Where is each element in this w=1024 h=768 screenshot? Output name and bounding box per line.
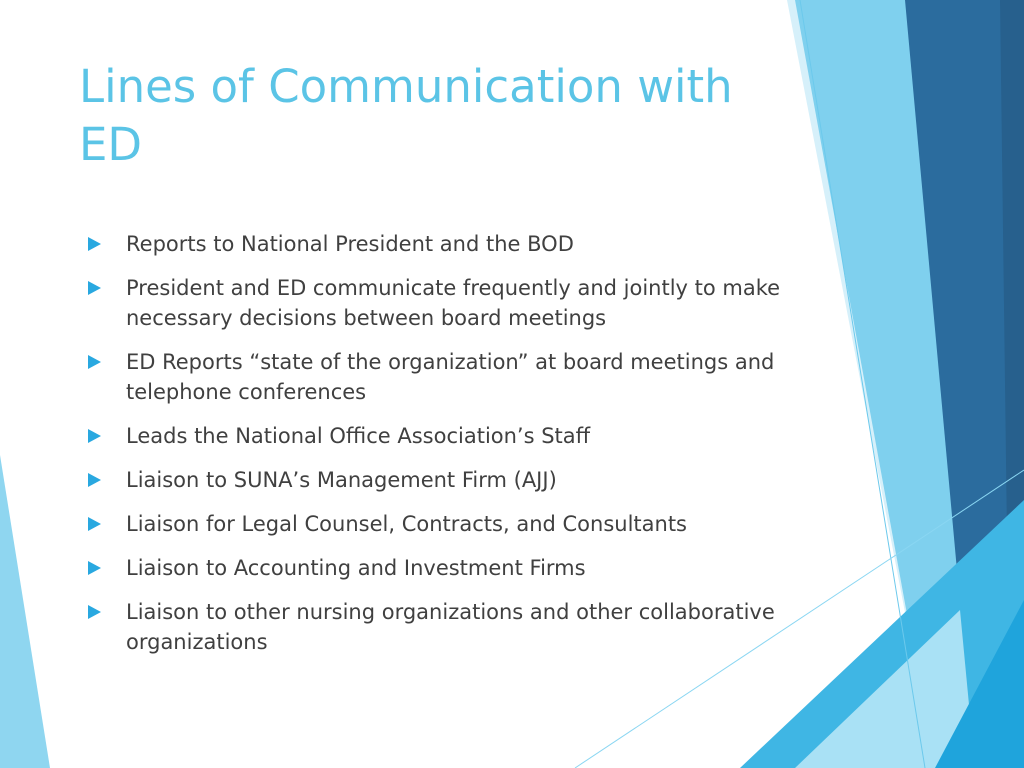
right-triangle-icon [88, 237, 101, 251]
right-triangle-icon [88, 355, 101, 369]
right-triangle-icon [88, 429, 101, 443]
bullet-list [88, 229, 788, 671]
bullet-text: Liaison to SUNA’s Management Firm (AJJ) [126, 468, 557, 492]
right-triangle-icon [88, 561, 101, 575]
bullet-text: Leads the National Office Association’s Staff [126, 424, 591, 448]
bullet-item [88, 465, 788, 495]
bullet-text: ED Reports “state of the organization” at board meetings and telephone conferences [126, 350, 775, 404]
slide-title: Lines of Communication with ED [79, 60, 733, 171]
bullet-item [88, 421, 788, 451]
bullet-item [88, 597, 788, 657]
bullet-text: President and ED communicate frequently and jointly to make necessary decisions between board meetings [126, 276, 781, 330]
bullet-item [88, 229, 788, 259]
bullet-text: Liaison to Accounting and Investment Firms [126, 556, 586, 580]
right-triangle-icon [88, 605, 101, 619]
bullet-item [88, 273, 788, 333]
left-edge-shape [0, 455, 50, 768]
bullet-text: Liaison to other nursing organizations and other collaborative organizations [126, 600, 775, 654]
bullet-item [88, 347, 788, 407]
right-triangle-icon [88, 517, 101, 531]
right-triangle-icon [88, 281, 101, 295]
bullet-item [88, 509, 788, 539]
bullet-text: Reports to National President and the BOD [126, 232, 574, 256]
bullet-text: Liaison for Legal Counsel, Contracts, and Consultants [126, 512, 688, 536]
right-triangle-icon [88, 473, 101, 487]
bullet-item [88, 553, 788, 583]
